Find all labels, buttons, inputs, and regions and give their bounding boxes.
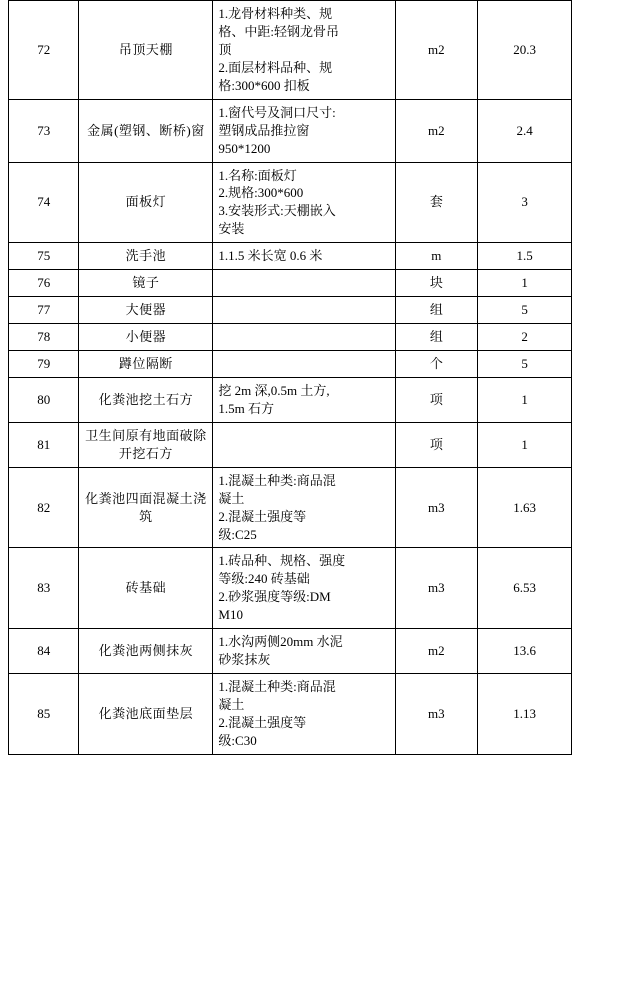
description-line: 格:300*600 扣板 — [218, 77, 310, 93]
description-line: 1.混凝土种类:商品混 — [218, 679, 336, 695]
row-number: 79 — [9, 351, 79, 378]
description-line: 1.砖品种、规格、强度 — [218, 553, 346, 569]
row-item-name: 小便器 — [79, 324, 213, 351]
description-line: 3.安装形式:天棚嵌入 — [218, 203, 336, 219]
row-number: 85 — [9, 674, 79, 755]
row-unit: m3 — [395, 548, 478, 629]
row-description — [213, 99, 395, 162]
description-line: 格、中距:轻钢龙骨吊 — [218, 23, 340, 39]
description-line: 1.5m 石方 — [218, 400, 275, 416]
description-line: 凝土 — [218, 697, 245, 712]
table-row — [9, 243, 572, 270]
row-unit: m3 — [395, 674, 478, 755]
description-line: 1.混凝土种类:商品混 — [218, 472, 336, 488]
row-description — [213, 422, 395, 467]
table-row — [9, 467, 572, 548]
row-number: 73 — [9, 99, 79, 162]
description-line: 2.混凝土强度等 — [218, 508, 307, 524]
table-row — [9, 548, 572, 629]
table-row — [9, 324, 572, 351]
row-number: 81 — [9, 422, 79, 467]
table-row — [9, 1, 572, 100]
row-item-name: 镜子 — [79, 270, 213, 297]
table-row — [9, 99, 572, 162]
row-description — [213, 270, 395, 297]
description-line: 1.1.5 米长宽 0.6 米 — [218, 248, 323, 264]
description-line: 凝土 — [218, 490, 245, 506]
row-description — [213, 243, 395, 270]
description-line: 顶 — [218, 41, 232, 57]
row-quantity: 1 — [478, 422, 572, 467]
description-line: 2.规格:300*600 — [218, 185, 304, 201]
row-item-name: 金属(塑钢、断桥)窗 — [79, 99, 213, 162]
description-line: M10 — [218, 607, 243, 623]
table-row — [9, 629, 572, 674]
row-description — [213, 351, 395, 378]
row-item-name: 卫生间原有地面破除开挖石方 — [79, 422, 213, 467]
description-line: 级:C30 — [218, 732, 257, 748]
row-unit: 组 — [395, 297, 478, 324]
row-description — [213, 162, 395, 243]
description-line: 1.龙骨材料种类、规 — [218, 6, 333, 21]
description-line: 级:C25 — [218, 526, 257, 542]
description-line: 2.砂浆强度等级:DM — [218, 589, 331, 605]
table-row — [9, 270, 572, 297]
table-row — [9, 377, 572, 422]
row-quantity: 2 — [478, 324, 572, 351]
row-quantity: 1.5 — [478, 243, 572, 270]
row-item-name: 面板灯 — [79, 162, 213, 243]
row-item-name: 吊顶天棚 — [79, 1, 213, 100]
row-number: 77 — [9, 297, 79, 324]
row-description — [213, 467, 395, 548]
table-row — [9, 297, 572, 324]
row-description — [213, 1, 395, 100]
row-unit: 组 — [395, 324, 478, 351]
row-number: 82 — [9, 467, 79, 548]
description-line: 挖 2m 深,0.5m 土方, — [218, 382, 330, 398]
row-item-name: 化粪池挖土石方 — [79, 377, 213, 422]
row-number: 83 — [9, 548, 79, 629]
row-number: 76 — [9, 270, 79, 297]
row-number: 78 — [9, 324, 79, 351]
row-item-name: 砖基础 — [79, 548, 213, 629]
row-description — [213, 377, 395, 422]
row-description — [213, 297, 395, 324]
row-quantity: 1 — [478, 377, 572, 422]
row-item-name: 大便器 — [79, 297, 213, 324]
row-unit: m — [395, 243, 478, 270]
description-line: 1.名称:面板灯 — [218, 167, 297, 183]
description-line: 1.窗代号及洞口尺寸: — [218, 104, 336, 120]
row-item-name: 化粪池底面垫层 — [79, 674, 213, 755]
row-quantity: 5 — [478, 297, 572, 324]
row-item-name: 化粪池四面混凝土浇筑 — [79, 467, 213, 548]
row-quantity: 5 — [478, 351, 572, 378]
row-unit: m2 — [395, 1, 478, 100]
table-row — [9, 674, 572, 755]
description-line: 2.混凝土强度等 — [218, 714, 307, 730]
table-row — [9, 422, 572, 467]
description-line: 2.面层材料品种、规 — [218, 59, 333, 75]
description-line: 等级:240 砖基础 — [218, 571, 310, 587]
row-item-name: 蹲位隔断 — [79, 351, 213, 378]
row-quantity: 1.13 — [478, 674, 572, 755]
row-number: 84 — [9, 629, 79, 674]
table-row — [9, 162, 572, 243]
row-item-name: 洗手池 — [79, 243, 213, 270]
description-line: 安装 — [218, 221, 245, 237]
row-description — [213, 548, 395, 629]
row-unit: m2 — [395, 629, 478, 674]
row-description — [213, 629, 395, 674]
row-description — [213, 324, 395, 351]
row-quantity: 1 — [478, 270, 572, 297]
bill-of-quantities-table — [8, 0, 572, 755]
row-unit: 块 — [395, 270, 478, 297]
row-unit: 项 — [395, 422, 478, 467]
table-body — [9, 1, 572, 755]
row-description — [213, 674, 395, 755]
table-row — [9, 351, 572, 378]
description-line: 砂浆抹灰 — [218, 652, 271, 668]
row-unit: m3 — [395, 467, 478, 548]
row-quantity: 13.6 — [478, 629, 572, 674]
row-number: 72 — [9, 1, 79, 100]
row-number: 75 — [9, 243, 79, 270]
description-line: 950*1200 — [218, 140, 271, 156]
row-quantity: 20.3 — [478, 1, 572, 100]
row-quantity: 1.63 — [478, 467, 572, 548]
row-item-name: 化粪池两侧抹灰 — [79, 629, 213, 674]
row-number: 80 — [9, 377, 79, 422]
row-unit: m2 — [395, 99, 478, 162]
row-quantity: 6.53 — [478, 548, 572, 629]
description-line: 1.水沟两侧20mm 水泥 — [218, 634, 343, 650]
row-unit: 项 — [395, 377, 478, 422]
row-quantity: 2.4 — [478, 99, 572, 162]
row-unit: 个 — [395, 351, 478, 378]
row-number: 74 — [9, 162, 79, 243]
row-quantity: 3 — [478, 162, 572, 243]
description-line: 塑钢成品推拉窗 — [218, 122, 310, 138]
row-unit: 套 — [395, 162, 478, 243]
